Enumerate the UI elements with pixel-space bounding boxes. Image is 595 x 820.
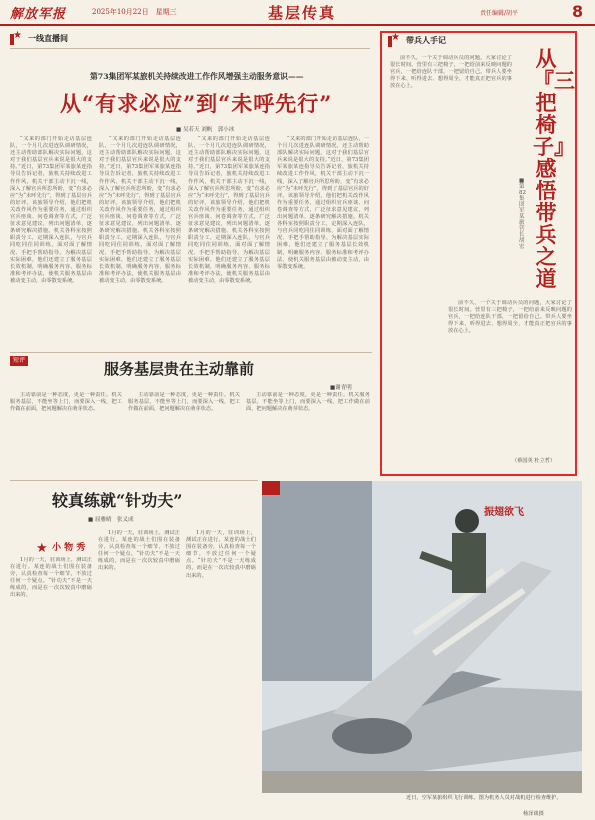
photo-title: 振翅欲飞 [484, 507, 524, 518]
article-column-1: “又来的部门开始走访基层连队，一个月几次进连队调研情况，还主动帮助部队解决实际问题，这对于我们基层官兵来说是很大的支持。”近日，第73集团军某旅某连指导员告诉记者，旅机关持续改进工作作风，机关干部主动下沉一线，深入了解官兵所思所盼，变“有求必应”为“未呼先行”，得到了基层官兵的好评。该旅领导介绍，他们把机关改作风作为重要任务，通过组织官兵座谈、问卷调查等方式，广泛征求意见建议，列出问题清单，逐条研究解决措施。机关各科室按照职责分工，定期深入连队，与官兵同吃同住同训练，面对面了解情况、手把手帮助指导。为解决基层实际困难，他们还建立了服务基层长效机制，明确服务内容、服务标准和考评办法，使机关服务基层由被动变主动，由零散变系统。 [10, 136, 92, 284]
commentary-section-label: 带兵人手记 [406, 35, 446, 45]
photo-caption: 近日，空军某旅组织飞行训练。图为机务人员对战机进行检查维护。 [406, 795, 562, 801]
photo-credit: 杨泽谈摄 [523, 811, 544, 817]
review-headline: 服务基层贵在主动靠前 [104, 360, 255, 378]
star-icon: ★ [391, 32, 400, 43]
section-title: 基层传真 [268, 4, 337, 22]
photo-corner-mark [262, 481, 280, 495]
short-review-label: 短评 [10, 356, 28, 366]
review-byline: ■谢青明 [330, 385, 352, 391]
essay-label: 小 物 秀 [52, 543, 86, 553]
divider-line [10, 480, 258, 481]
article-column-4: “又来的部门开始走访基层连队，一个月几次进连队调研情况，还主动帮助部队解决实际问题，这对于我们基层官兵来说是很大的支持。”近日，第73集团军某旅某连指导员告诉记者，旅机关持续改进工作作风，机关干部主动下沉一线，深入了解官兵所思所盼，变“有求必应”为“未呼先行”，得到了基层官兵的好评。该旅领导介绍，他们把机关改作风作为重要任务，通过组织官兵座谈、问卷调查等方式，广泛征求意见建议，列出问题清单，逐条研究解决措施。机关各科室按照职责分工，定期深入连队，与官兵同吃同住同训练，面对面了解情况、手把手帮助指导。为解决基层实际困难，他们还建立了服务基层长效机制，明确服务内容、服务标准和考评办法，使机关服务基层由被动变主动，由零散变系统。 [277, 136, 369, 270]
newspaper-logo: 解放军报 [10, 7, 67, 22]
issue-date: 2025年10月22日 星期三 [92, 8, 177, 16]
commentary-body-column: 前不久，一个关于调动兵员的问题，大家讨论了很长时间。营里有三把椅子，一把给前来反映问题的官兵，一把给连队干部，一把留给自己。带兵人要坐得下来、听得进去、想得周全，才能真正把官兵的事放在心上。 [390, 55, 512, 90]
page-number: 8 [572, 2, 584, 21]
skill-byline: ■ 屈雅晴 张义成 [88, 517, 134, 523]
divider-line [10, 48, 370, 49]
commentary-section-bar [388, 32, 512, 47]
review-column-2: 主动靠前是一种态度，更是一种责任。机关服务基层，不能坐等上门，而要深入一线，把工作做在前面，把问题解决在萌芽状态。 [128, 392, 240, 413]
article-byline: ■ 吴若天 刘帆 郭小冰 [176, 127, 235, 133]
commentary-byline: ■第82集团军某旅营长 胡宏 [519, 178, 531, 250]
commentary-body-column-2: 前不久，一个关于调动兵员的问题，大家讨论了很长时间。营里有三把椅子，一把给前来反映问题的官兵，一把给连队干部，一把留给自己。带兵人要坐得下来、听得进去、想得周全，才能真正把官兵的事放在心上。 [448, 300, 572, 335]
star-icon: ★ [13, 30, 22, 41]
editor-credit: 责任编辑/胡平 [480, 10, 519, 17]
skill-column-2: 1月的一天，驻训场上，测试正在进行。某连的战士们围在装备旁，认真检查每一个细节，不放过任何一个疑点。“针功夫”不是一天练成的，而是在一次次较真中磨砺出来的。 [98, 530, 180, 572]
article-column-2: “又来的部门开始走访基层连队，一个月几次进连队调研情况，还主动帮助部队解决实际问题，这对于我们基层官兵来说是很大的支持。”近日，第73集团军某旅某连指导员告诉记者，旅机关持续改进工作作风，机关干部主动下沉一线，深入了解官兵所思所盼，变“有求必应”为“未呼先行”，得到了基层官兵的好评。该旅领导介绍，他们把机关改作风作为重要任务，通过组织官兵座谈、问卷调查等方式，广泛征求意见建议，列出问题清单，逐条研究解决措施。机关各科室按照职责分工，定期深入连队，与官兵同吃同住同训练，面对面了解情况、手把手帮助指导。为解决基层实际困难，他们还建立了服务基层长效机制，明确服务内容、服务标准和考评办法，使机关服务基层由被动变主动，由零散变系统。 [99, 136, 181, 284]
article-headline: 从“有求必应”到“未呼先行” [60, 91, 333, 116]
article-column-3: “又来的部门开始走访基层连队，一个月几次进连队调研情况，还主动帮助部队解决实际问题，这对于我们基层官兵来说是很大的支持。”近日，第73集团军某旅某连指导员告诉记者，旅机关持续改进工作作风，机关干部主动下沉一线，深入了解官兵所思所盼，变“有求必应”为“未呼先行”，得到了基层官兵的好评。该旅领导介绍，他们把机关改作风作为重要任务，通过组织官兵座谈、问卷调查等方式，广泛征求意见建议，列出问题清单，逐条研究解决措施。机关各科室按照职责分工，定期深入连队，与官兵同吃同住同训练，面对面了解情况、手把手帮助指导。为解决基层实际困难，他们还建立了服务基层长效机制，明确服务内容、服务标准和考评办法，使机关服务基层由被动变主动，由零散变系统。 [188, 136, 270, 284]
commentary-headline: 从『三把椅子』感悟带兵之道 [533, 46, 575, 291]
article-subtitle: 第73集团军某旅机关持续改进工作作风增强主动服务意识—— [90, 72, 304, 81]
aircraft-photo [262, 481, 582, 793]
review-column-3: 主动靠前是一种态度，更是一种责任。机关服务基层，不能坐等上门，而要深入一线，把工作做在前面，把问题解决在萌芽状态。 [246, 392, 370, 413]
skill-headline: 较真练就“针功夫” [52, 491, 183, 510]
frontline-section-label: 一线直播间 [28, 33, 68, 43]
star-icon: ★ [36, 541, 48, 556]
review-column-1: 主动靠前是一种态度，更是一种责任。机关服务基层，不能坐等上门，而要深入一线，把工作做在前面，把问题解决在萌芽状态。 [10, 392, 122, 413]
skill-column-3: 1月的一天，驻训场上，测试正在进行。某连的战士们围在装备旁，认真检查每一个细节，不放过任何一个疑点。“针功夫”不是一天练成的，而是在一次次较真中磨砺出来的。 [186, 530, 256, 579]
frontline-section-bar [10, 30, 374, 45]
skill-column-1: 1月的一天，驻训场上，测试正在进行。某连的战士们围在装备旁，认真检查每一个细节，不放过任何一个疑点。“针功夫”不是一天练成的，而是在一次次较真中磨砺出来的。 [10, 557, 92, 599]
divider-line [10, 352, 372, 353]
commentary-footnote: （蔡国英 杜立哲） [512, 458, 556, 464]
